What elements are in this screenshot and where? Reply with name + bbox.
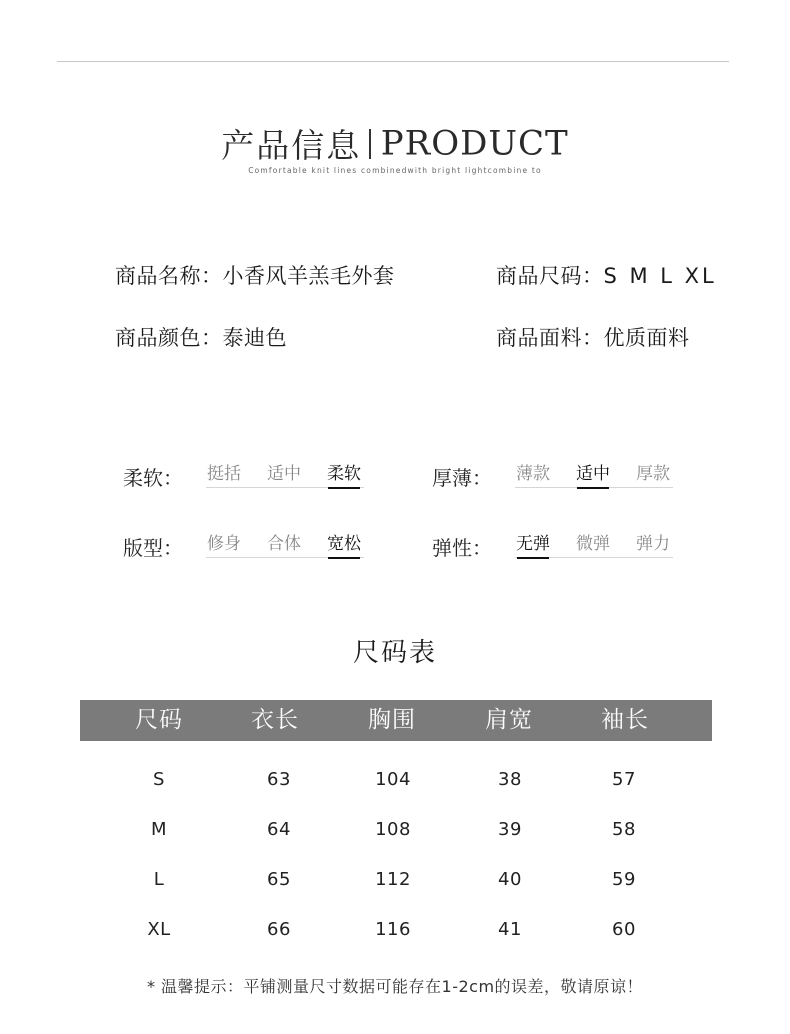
product-color-label: 商品颜色： xyxy=(115,326,223,350)
table-cell: 41 xyxy=(498,919,522,940)
attribute-option-selected: 无弹 xyxy=(516,534,550,554)
column-header-sleeve: 袖长 xyxy=(601,707,649,733)
size-chart-title: 尺码表 xyxy=(352,638,437,668)
table-cell: 38 xyxy=(498,769,522,790)
product-size-value: S M L XL xyxy=(603,264,717,288)
title-english: PRODUCT xyxy=(380,123,569,164)
table-cell: L xyxy=(153,869,165,890)
table-cell: 60 xyxy=(612,919,636,940)
attribute-label: 弹性： xyxy=(432,536,492,560)
table-cell: S xyxy=(153,769,165,790)
product-name-label: 商品名称： xyxy=(115,264,223,288)
attribute-option-selected: 柔软 xyxy=(327,464,361,484)
table-cell: 116 xyxy=(375,919,411,940)
table-cell: 108 xyxy=(375,819,411,840)
table-cell: 64 xyxy=(267,819,291,840)
table-cell: 65 xyxy=(267,869,291,890)
table-cell: XL xyxy=(147,919,171,940)
product-name-value: 小香风羊羔毛外套 xyxy=(222,264,395,288)
attribute-option: 挺括 xyxy=(207,464,241,484)
title-chinese: 产品信息 xyxy=(221,126,362,165)
attribute-option-selected: 适中 xyxy=(576,464,610,484)
attribute-option: 微弹 xyxy=(576,534,610,554)
product-color-value: 泰迪色 xyxy=(222,326,287,350)
section-title xyxy=(0,120,790,167)
title-separator xyxy=(369,129,371,159)
attribute-label: 版型： xyxy=(123,536,183,560)
attribute-option: 合体 xyxy=(267,534,301,554)
attribute-option: 厚款 xyxy=(636,464,670,484)
column-header-bust: 胸围 xyxy=(368,707,416,733)
column-header-shoulder: 肩宽 xyxy=(485,707,533,733)
product-fabric-value: 优质面料 xyxy=(603,326,690,350)
product-size-label: 商品尺码： xyxy=(496,264,604,288)
table-cell: 39 xyxy=(498,819,522,840)
attribute-option: 适中 xyxy=(267,464,301,484)
measurement-note: * 温馨提示：平铺测量尺寸数据可能存在1-2cm的误差，敬请原谅！ xyxy=(146,977,644,996)
attribute-option: 弹力 xyxy=(636,534,670,554)
product-name xyxy=(115,260,395,290)
table-cell: 63 xyxy=(267,769,291,790)
product-size xyxy=(496,260,717,290)
table-cell: 40 xyxy=(498,869,522,890)
size-table-header xyxy=(80,700,712,741)
attribute-option: 薄款 xyxy=(516,464,550,484)
attribute-option-selected: 宽松 xyxy=(327,534,361,554)
table-cell: 58 xyxy=(612,819,636,840)
table-cell: M xyxy=(150,819,168,840)
table-cell: 59 xyxy=(612,869,636,890)
table-cell: 66 xyxy=(267,919,291,940)
attribute-option: 修身 xyxy=(207,534,241,554)
table-cell: 57 xyxy=(612,769,636,790)
column-header-size: 尺码 xyxy=(135,707,183,733)
attribute-label: 厚薄： xyxy=(432,466,492,490)
product-color xyxy=(115,322,287,352)
table-cell: 104 xyxy=(375,769,411,790)
product-fabric xyxy=(496,322,690,352)
table-cell: 112 xyxy=(375,869,411,890)
section-subtitle: Comfortable knit lines combinedwith bright lightcombine to xyxy=(248,166,542,175)
top-divider xyxy=(57,61,729,62)
product-fabric-label: 商品面料： xyxy=(496,326,604,350)
attribute-label: 柔软： xyxy=(123,466,183,490)
column-header-length: 衣长 xyxy=(251,707,299,733)
